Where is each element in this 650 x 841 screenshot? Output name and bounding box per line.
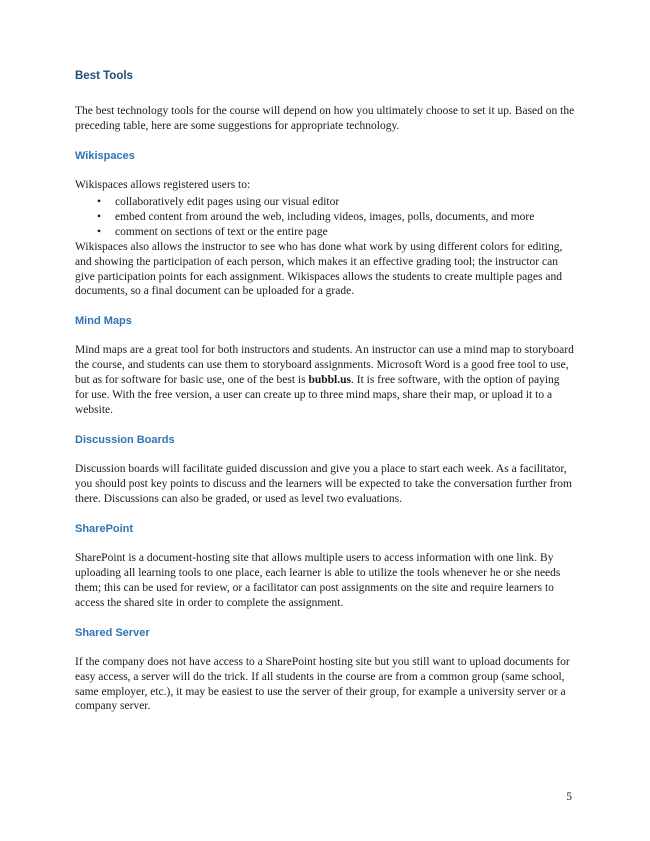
intro-paragraph: The best technology tools for the course will depend on how you ultimately choose to set it up. Based on the preceding table, here are some suggestions for appropriate technology. [75, 105, 575, 132]
paragraph-text: Mind maps are a great tool for both instructors and students. An instructor can use a mind map to storyboard the course, and students can use them to storyboard assignments. Microsoft Word is a good free tool to use, but as for software for basic use, one of the best is [75, 344, 574, 387]
section-heading-mind-maps: Mind Maps [75, 315, 132, 328]
bullet-item [97, 195, 575, 210]
paragraph [75, 343, 575, 418]
bullet-list [75, 195, 575, 240]
document-content [75, 70, 575, 716]
section-heading-discussion-boards: Discussion Boards [75, 434, 175, 447]
page-number: 5 [566, 791, 572, 803]
paragraph: Wikispaces also allows the instructor to see who has done what work by using different colors for editing, and showing the participation of each person, which makes it an effective grading tool; the instructor can give participation points for each assignment. Wikispaces allows the students to create multiple pages and documents, so a final document can be uploaded for a grade. [75, 240, 563, 298]
section-heading-wikispaces: Wikispaces [75, 149, 135, 162]
bullet-text: embed content from around the web, including videos, images, polls, documents, and more [115, 210, 535, 223]
paragraph: If the company does not have access to a SharePoint hosting site but you still want to upload documents for easy access, a server will do the trick. If all students in the course are from a common group (same school, same employer, etc.), it may be easiest to use the server of their group, for example a university server or a company server. [75, 655, 570, 713]
paragraph: SharePoint is a document-hosting site that allows multiple users to access information with one link. By uploading all learning tools to one place, each learner is able to utilize the tools whenever he or she needs them; this can be used for review, or a facilitator can post assignments on the site and require learners to access the shared site in order to complete the assignment. [75, 551, 561, 609]
bullet-text: collaboratively edit pages using our visual editor [115, 195, 340, 208]
paragraph-lead: Wikispaces allows registered users to: [75, 178, 251, 191]
bullet-item [97, 225, 575, 240]
bullet-item [97, 210, 575, 225]
bullet-icon: • [97, 210, 102, 223]
bullet-icon: • [97, 225, 102, 238]
bold-text: bubbl.us [308, 374, 351, 387]
section-heading-sharepoint: SharePoint [75, 522, 134, 535]
section-heading-shared-server: Shared Server [75, 626, 150, 639]
paragraph-text: . It is free software, with the option of paying for use. With the free version, a user can create up to three mind maps, share their map, or upload it to a website. [75, 374, 560, 417]
bullet-text: comment on sections of text or the entire page [115, 225, 328, 238]
paragraph: Discussion boards will facilitate guided discussion and give you a place to start each week. As a facilitator, you should post key points to discuss and the learners will be expected to take the conversation further from there. Discussions can also be graded, or used as level two evaluations. [75, 463, 572, 505]
page-title: Best Tools [75, 70, 133, 82]
bullet-icon: • [97, 195, 102, 208]
